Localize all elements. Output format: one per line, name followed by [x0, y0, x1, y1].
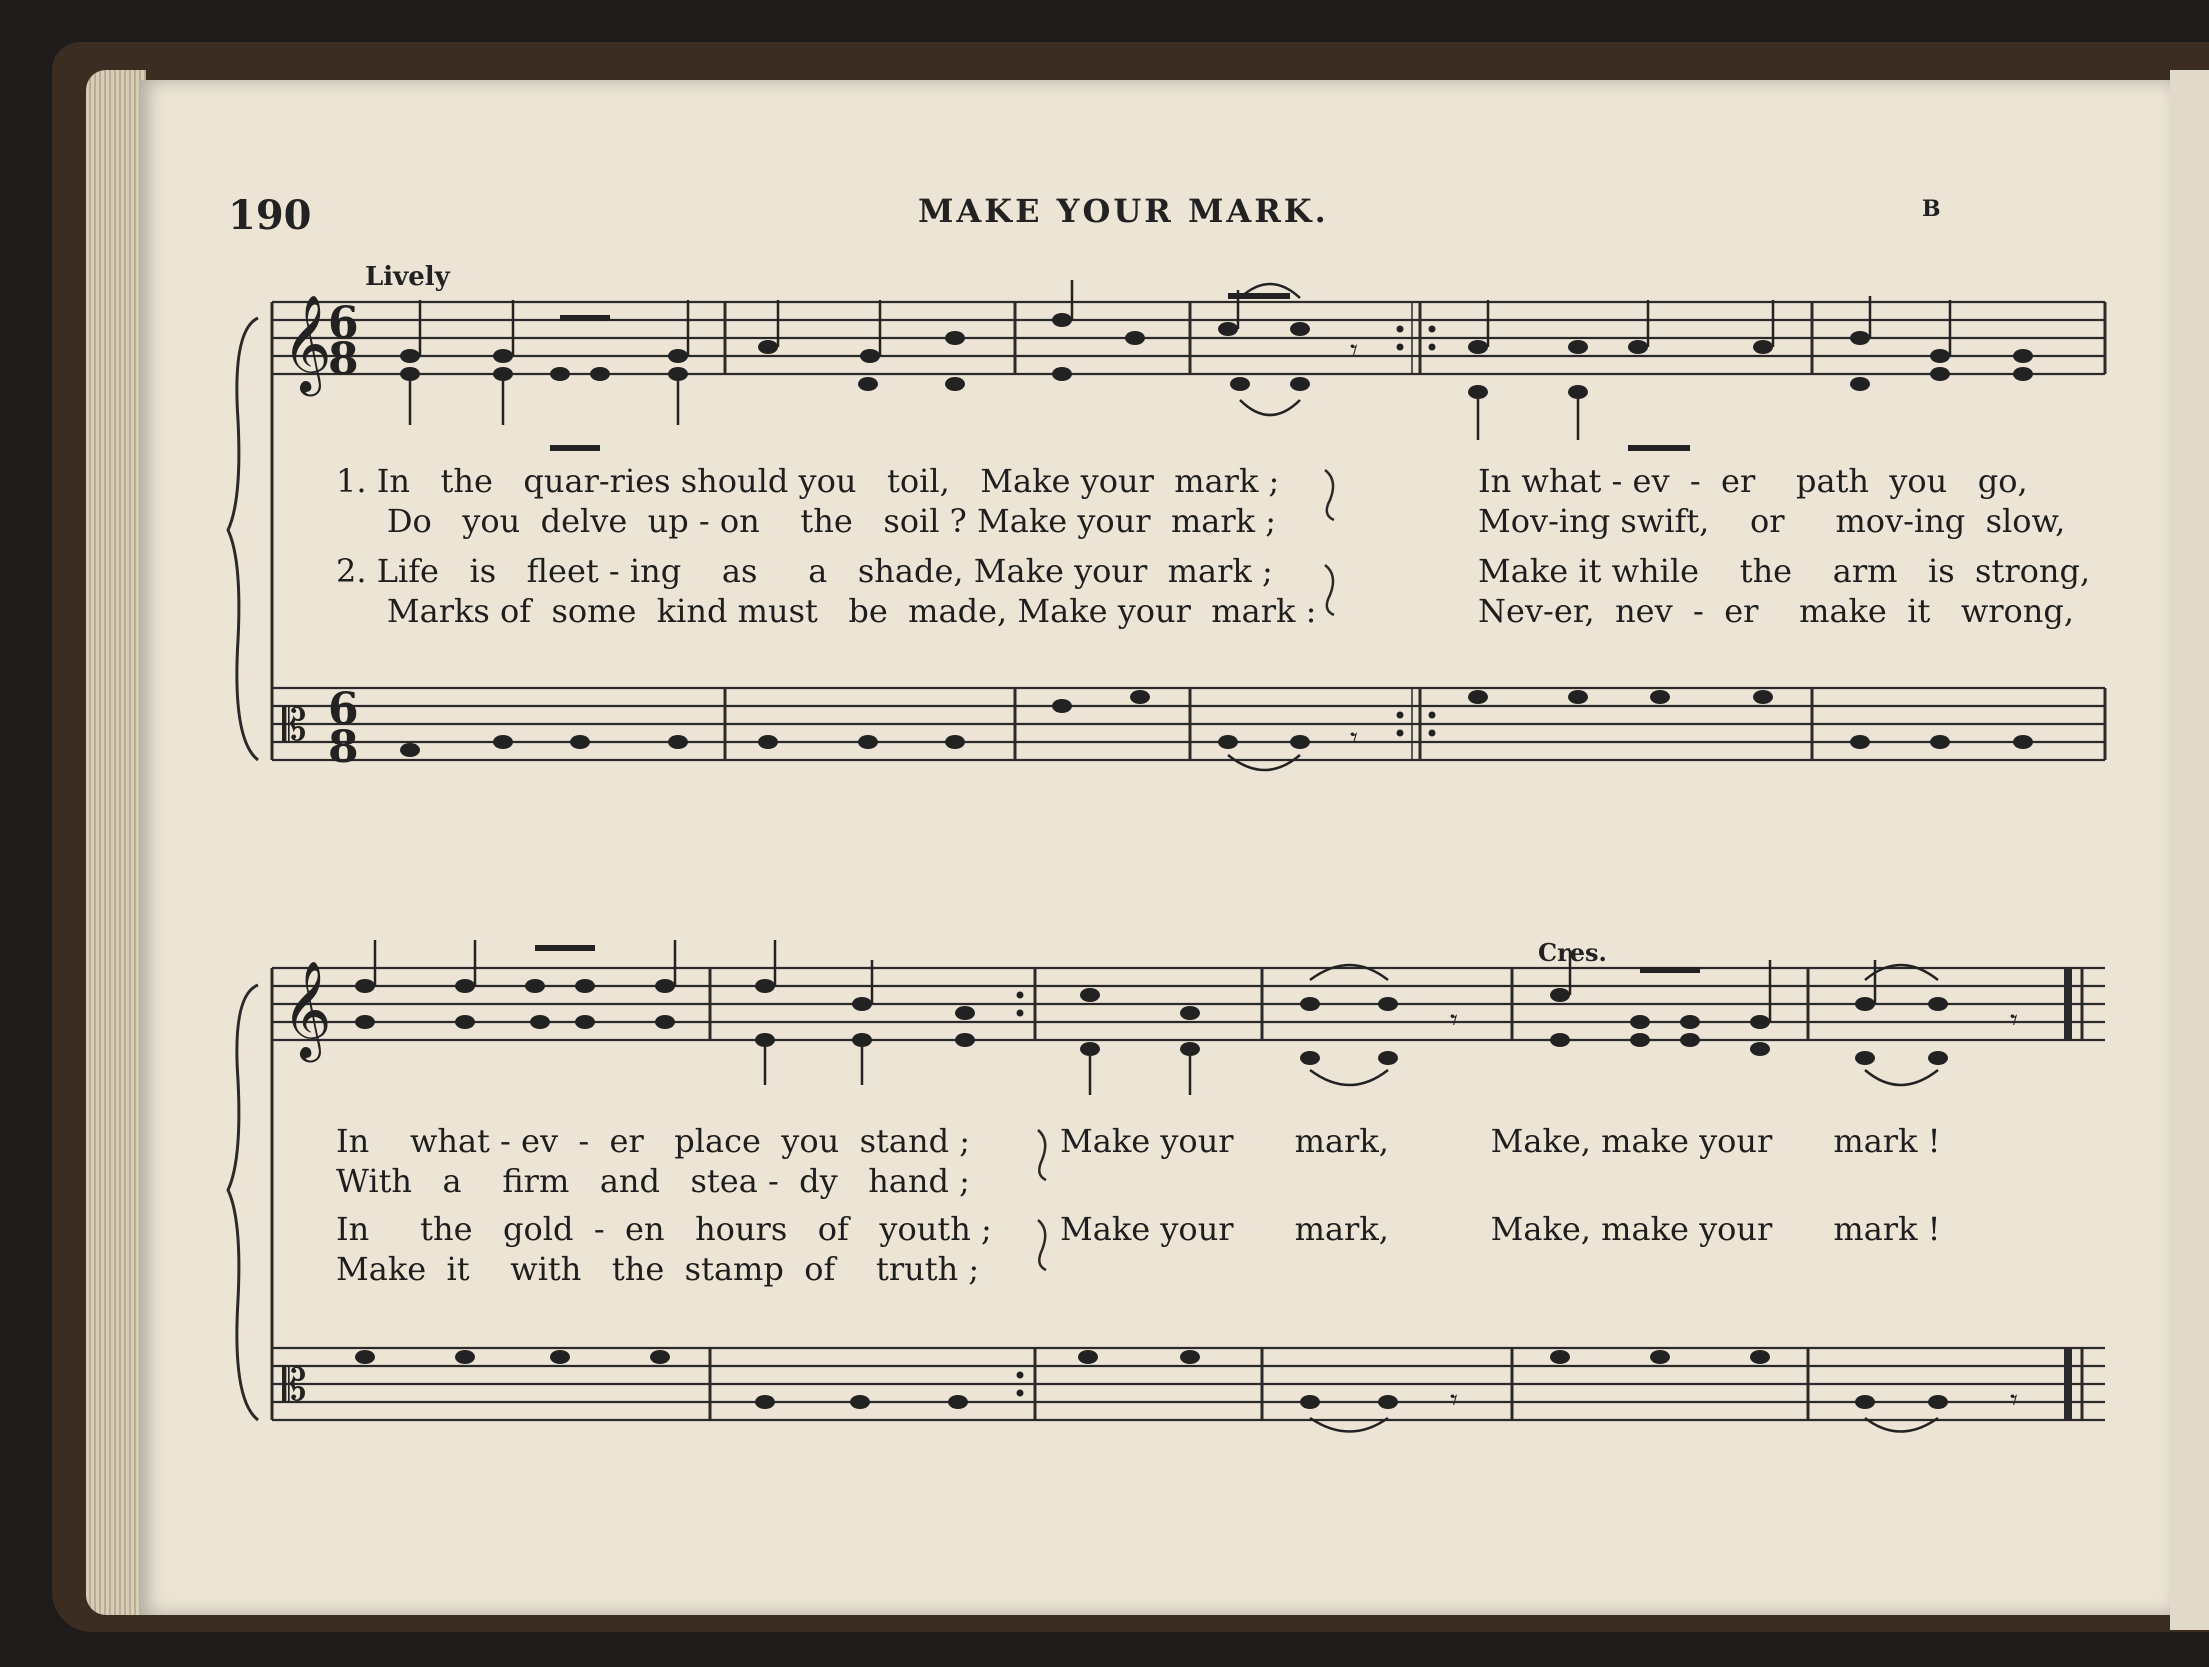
ties — [1228, 284, 1938, 1432]
svg-text:𝄞: 𝄞 — [282, 294, 332, 392]
svg-text:𝄡: 𝄡 — [282, 700, 307, 751]
svg-text:𝄾: 𝄾 — [2010, 1383, 2018, 1418]
svg-text:8: 8 — [328, 722, 359, 773]
s1-lyric-right-1: In what - ev - er path you go, — [1478, 462, 2028, 500]
svg-text:𝄾: 𝄾 — [2010, 1003, 2018, 1038]
s2-lyric-right-3: Make your mark, Make, make your mark ! — [1060, 1210, 1941, 1248]
s2-lyric-line-4: Make it with the stamp of truth ; — [336, 1250, 980, 1288]
s2-lyric-line-1: In what - ev - er place you stand ; — [336, 1122, 970, 1160]
corner-mark: B — [1922, 196, 1941, 222]
svg-text:𝄾: 𝄾 — [1350, 333, 1358, 368]
s2-lyric-line-3: In the gold - en hours of youth ; — [336, 1210, 992, 1248]
svg-text:𝄾: 𝄾 — [1350, 721, 1358, 756]
crescendo-marking: Cres. — [1538, 938, 1607, 967]
system2-treble-staff — [272, 968, 2105, 1040]
system-braces — [228, 318, 258, 1420]
s1-lyric-line-3: 2. Life is fleet - ing as a shade, Make your mark ; — [336, 552, 1273, 590]
s1-lyric-right-2: Mov-ing swift, or mov-ing slow, — [1478, 502, 2066, 540]
s1-lyric-right-4: Nev-er, nev - er make it wrong, — [1478, 592, 2075, 630]
s1-lyric-line-2: Do you delve up - on the soil ? Make your mark ; — [336, 502, 1276, 540]
s2-lyric-line-2: With a firm and stea - dy hand ; — [336, 1162, 970, 1200]
svg-text:𝄾: 𝄾 — [1450, 1383, 1458, 1418]
s1-lyric-line-1: 1. In the quar-ries should you toil, Make your mark ; — [336, 462, 1280, 500]
beams — [535, 296, 1700, 970]
svg-text:𝄾: 𝄾 — [1450, 1003, 1458, 1038]
svg-text:𝄞: 𝄞 — [282, 960, 332, 1058]
page-number: 190 — [228, 192, 312, 239]
s1-lyric-right-3: Make it while the arm is strong, — [1478, 552, 2091, 590]
tempo-marking: Lively — [365, 262, 450, 292]
song-title: MAKE YOUR MARK. — [918, 192, 1329, 230]
svg-text:8: 8 — [328, 334, 359, 385]
s1-lyric-line-4: Marks of some kind must be made, Make your mark : — [336, 592, 1317, 630]
svg-text:6: 6 — [328, 684, 359, 735]
s2-lyric-right-1: Make your mark, Make, make your mark ! — [1060, 1122, 1941, 1160]
svg-text:6: 6 — [328, 298, 359, 349]
svg-text:𝄡: 𝄡 — [282, 1360, 307, 1411]
